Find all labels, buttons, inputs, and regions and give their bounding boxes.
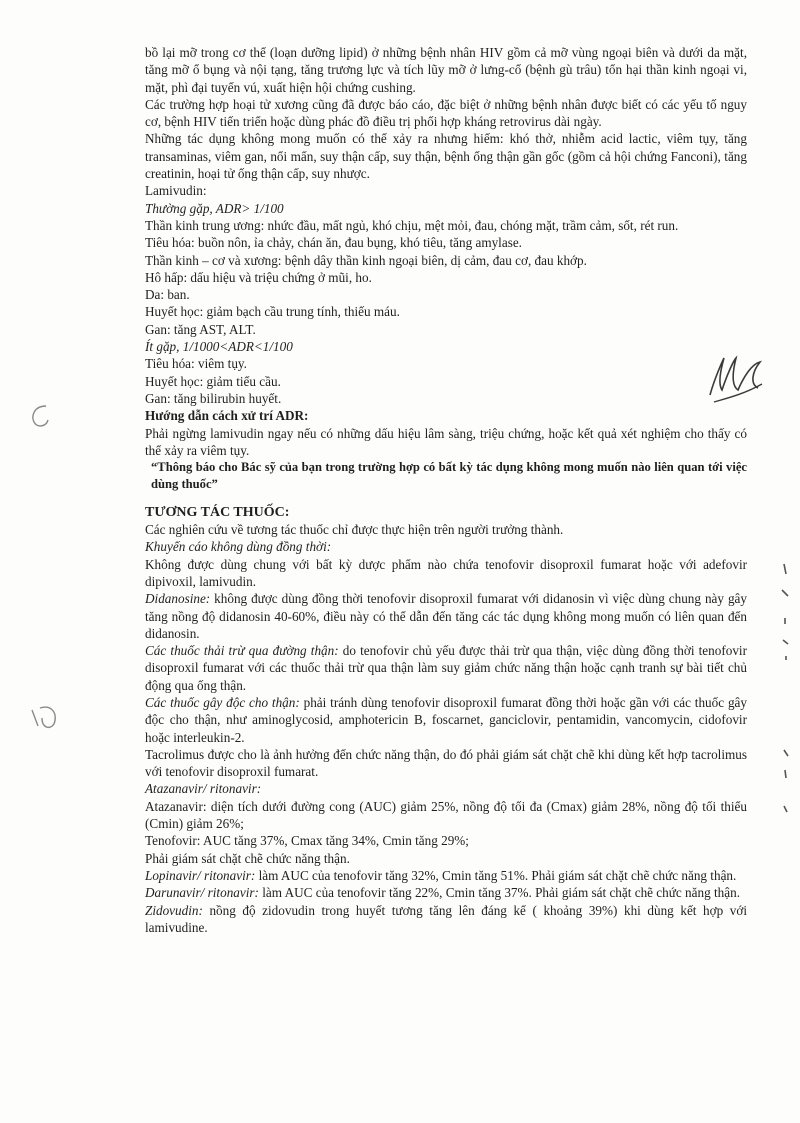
paragraph-text: Gan: tăng AST, ALT.: [145, 321, 256, 337]
paragraph: [145, 556, 747, 591]
punch-hole-mark: [28, 700, 62, 734]
paragraph-text: nồng độ zidovudin trong huyết tương tăng lên đáng kể ( khoảng 39%) khi dùng kết hợp với lamivudine.: [145, 902, 747, 935]
handwritten-signature: [700, 350, 770, 410]
paragraph-text: Các nghiên cứu về tương tác thuốc chỉ được thực hiện trên người trưởng thành.: [145, 522, 564, 538]
paragraph-text: Những tác dụng không mong muốn có thể xảy ra nhưng hiếm: khó thở, nhiễm acid lactic, viêm tụy, tăng transaminas, viêm gan, nổi mẩn, suy thận cấp, suy thận, bệnh ống thận gần gốc (gồm cả hội chứng Fanconi), tăng creatinin, hoại tử ống thận cấp, suy nhược.: [145, 131, 747, 182]
paragraph: [145, 234, 747, 251]
paragraph: [145, 338, 747, 355]
paragraph-text: Thần kinh – cơ và xương: bệnh dây thần kinh ngoại biên, dị cảm, đau cơ, đau khớp.: [145, 252, 587, 268]
paragraph: [145, 390, 747, 407]
paragraph: [145, 642, 747, 694]
paragraph-text: do tenofovir chủ yếu được thải trừ qua thận, việc dùng đồng thời tenofovir disoproxil fumarat với các thuốc thải trừ qua thận làm suy giảm chức năng thận hoặc cạnh tranh sự bài tiết chủ động qua ống thận.: [145, 643, 747, 693]
paragraph: [145, 407, 747, 424]
paragraph-text: TƯƠNG TÁC THUỐC:: [145, 504, 290, 520]
paragraph: [145, 373, 747, 390]
paragraph-text: không được dùng đồng thời tenofovir disoproxil fumarat với didanosin vì việc dùng chung này gây tăng nồng độ didanosin 40-60%, điều này có thể dẫn đến tăng các tác dụng không mong muốn có liên quan đến didanosin.: [145, 591, 747, 641]
paragraph-lead: Các thuốc thải trừ qua đường thận:: [145, 643, 339, 659]
paragraph: [145, 303, 747, 320]
paragraph-text: Tacrolimus được cho là ảnh hưởng đến chức năng thận, do đó phải giám sát chặt chẽ khi dùng kết hợp tacrolimus với tenofovir disoproxil fumarat.: [145, 746, 747, 780]
paragraph-text: Huyết học: giảm bạch cầu trung tính, thiếu máu.: [145, 304, 400, 320]
paragraph: [145, 884, 747, 901]
paragraph-text: Không được dùng chung với bất kỳ dược phẩm nào chứa tenofovir disoproxil fumarat hoặc với adefovir dipivoxil, lamivudin.: [145, 556, 747, 589]
paragraph-lead: Zidovudin:: [145, 902, 203, 918]
paragraph-text: Huyết học: giảm tiểu cầu.: [145, 373, 281, 389]
paragraph-text: Gan: tăng bilirubin huyết.: [145, 390, 282, 406]
edge-scan-marks: [776, 560, 796, 840]
paragraph: [145, 182, 747, 199]
paragraph-text: Atazanavir/ ritonavir:: [145, 781, 262, 797]
paragraph-text: “Thông báo cho Bác sỹ của bạn trong trường hợp có bất kỳ tác dụng không mong muốn nào liên quan tới việc dùng thuốc”: [151, 460, 747, 492]
paragraph: [145, 850, 747, 867]
paragraph: [145, 780, 747, 797]
paragraph-text: Lamivudin:: [145, 183, 207, 199]
paragraph: [145, 902, 747, 937]
paragraph-text: Phải ngừng lamivudin ngay nếu có những dấu hiệu lâm sàng, triệu chứng, hoặc kết quả xét nghiệm cho thấy có thể xảy ra viêm tụy.: [145, 425, 747, 458]
paragraph-text: Phải giám sát chặt chẽ chức năng thận.: [145, 850, 350, 866]
paragraph: [145, 538, 747, 555]
punch-hole-mark: [28, 402, 54, 430]
paragraph-text: Thần kinh trung ương: nhức đầu, mất ngủ, khó chịu, mệt mỏi, đau, chóng mặt, trầm cảm, sốt, rét run.: [145, 217, 679, 233]
paragraph: [145, 798, 747, 833]
paragraph: [145, 130, 747, 182]
paragraph: [145, 694, 747, 746]
paragraph: [145, 321, 747, 338]
paragraph: [145, 867, 747, 884]
paragraph: [145, 746, 747, 781]
paragraph-text: Tiêu hóa: buồn nôn, ỉa chảy, chán ăn, đau bụng, khó tiêu, tăng amylase.: [145, 235, 522, 251]
paragraph-text: làm AUC của tenofovir tăng 22%, Cmin tăng 37%. Phải giám sát chặt chẽ chức năng thận.: [258, 885, 740, 901]
paragraph: [145, 521, 747, 538]
paragraph-text: Thường gặp, ADR> 1/100: [145, 200, 284, 216]
paragraph: [145, 217, 747, 234]
paragraph: [145, 832, 747, 849]
paragraph: [145, 425, 747, 460]
paragraph-lead: Các thuốc gây độc cho thận:: [145, 694, 300, 710]
paragraph-text: Tiêu hóa: viêm tụy.: [145, 356, 247, 372]
paragraph-lead: Didanosine:: [145, 591, 211, 607]
paragraph-lead: Darunavir/ ritonavir:: [145, 885, 259, 901]
document-body: [145, 44, 747, 936]
paragraph: [145, 355, 747, 372]
paragraph-text: Hướng dẫn cách xử trí ADR:: [145, 408, 309, 424]
paragraph: [145, 269, 747, 286]
paragraph-text: Khuyến cáo không dùng đồng thời:: [145, 539, 332, 555]
paragraph-text: làm AUC của tenofovir tăng 32%, Cmin tăng 51%. Phải giám sát chặt chẽ chức năng thận.: [255, 867, 737, 883]
paragraph: [145, 200, 747, 217]
paragraph: [145, 252, 747, 269]
paragraph-text: Các trường hợp hoại tử xương cũng đã được báo cáo, đặc biệt ở những bệnh nhân được biết có các yếu tố nguy cơ, bệnh HIV tiến triển hoặc dùng phác đồ điều trị phối hợp kháng retrovirus dài ngày.: [145, 96, 747, 130]
paragraph-text: Ít gặp, 1/1000<ADR<1/100: [145, 339, 293, 355]
paragraph: [145, 459, 747, 494]
paragraph-text: Da: ban.: [145, 287, 190, 303]
paragraph-text: phải tránh dùng tenofovir disoproxil fumarat đồng thời hoặc gần với các thuốc gây độc cho thận, như aminoglycosid, amphotericin B, foscarnet, ganciclovir, pentamidin, vancomycin, cidofovir hoặc interleukin-2.: [145, 694, 747, 745]
paragraph: [145, 44, 747, 96]
paragraph: [145, 96, 747, 131]
paragraph-lead: Lopinavir/ ritonavir:: [145, 867, 256, 883]
paragraph: [145, 590, 747, 642]
paragraph: [145, 504, 747, 521]
paragraph-text: Hô hấp: dấu hiệu và triệu chứng ở mũi, ho.: [145, 269, 372, 285]
paragraph-text: bồ lại mỡ trong cơ thể (loạn dưỡng lipid) ở những bệnh nhân HIV gồm cả mỡ vùng ngoại biên và dưới da mặt, tăng mỡ ổ bụng và nội tạng, tăng trương lực và tích lũy mỡ ở lưng-cổ (bệnh gù trâu) tổn hại thần kinh ngoại vi, mặt, phì đại tuyến vú, xuất hiện hội chứng cushing.: [145, 45, 747, 95]
paragraph: [145, 286, 747, 303]
paragraph-text: Atazanavir: diện tích dưới đường cong (AUC) giảm 25%, nồng độ tối đa (Cmax) giảm 28%, nồng độ tối thiểu (Cmin) giảm 26%;: [145, 798, 747, 832]
paragraph-text: Tenofovir: AUC tăng 37%, Cmax tăng 34%, Cmin tăng 29%;: [145, 833, 469, 849]
